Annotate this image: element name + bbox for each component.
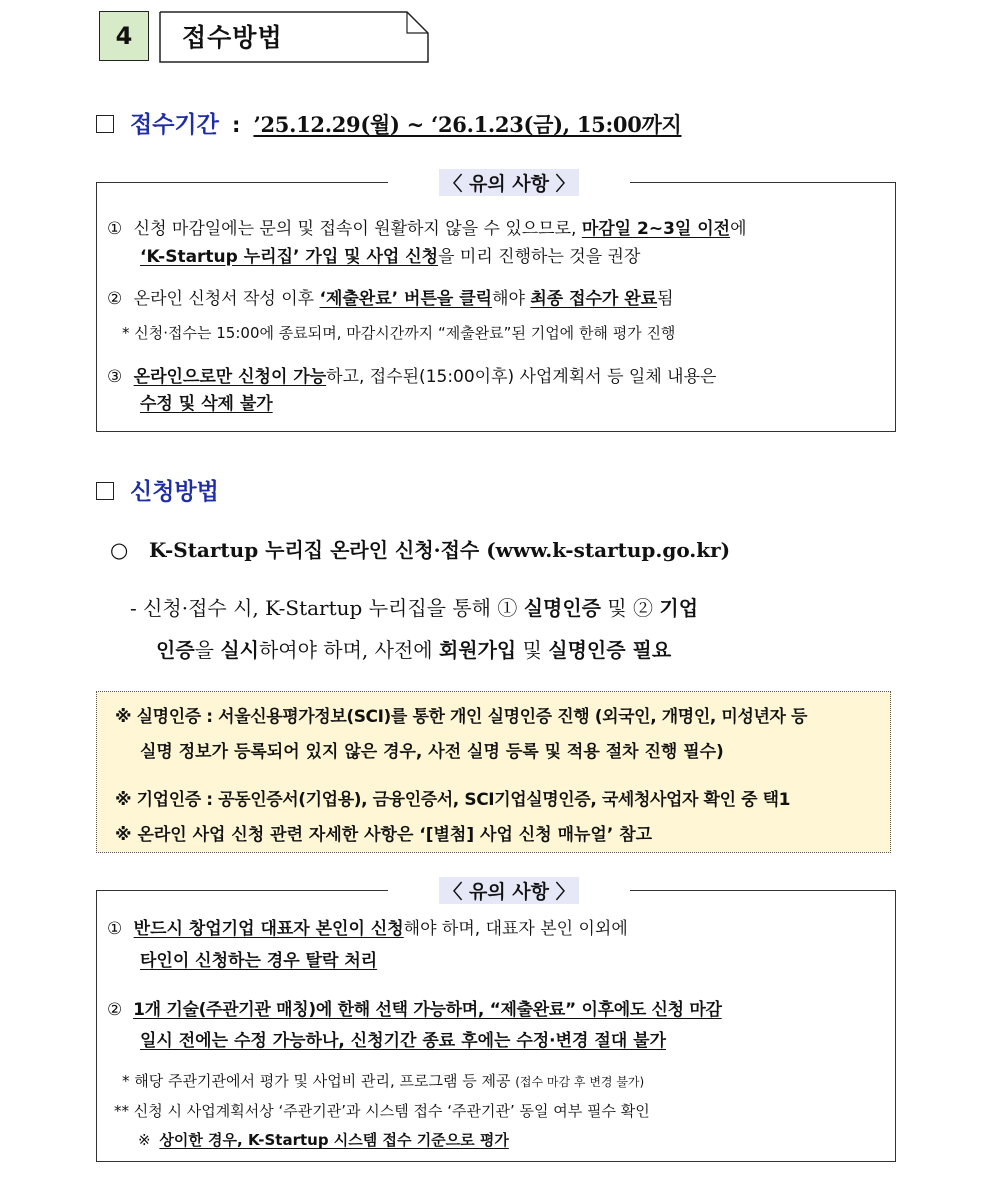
notice2-item2-line2: 일시 전에는 수정 가능하나, 신청기간 종료 후에는 수정·변경 절대 불가	[140, 1031, 666, 1051]
highlight-line4: ※ 온라인 사업 신청 관련 자세한 사항은 ‘[별첨] 사업 신청 매뉴얼’ 참고	[115, 825, 653, 845]
highlight-line3: ※ 기업인증 : 공동인증서(기업용), 금융인증서, SCI기업실명인증, 국세청사업자 확인 중 택1	[115, 790, 791, 810]
notice2-item1-line1: ① 반드시 창업기업 대표자 본인이 신청해야 하며, 대표자 본인 이외에	[107, 919, 628, 939]
notice1-item2-note: * 신청·접수는 15:00에 종료되며, 마감시간까지 “제출완료”된 기업에 한해 평가 진행	[122, 324, 676, 342]
period-value: ’25.12.29(월) ~ ‘26.1.23(금), 15:00까지	[253, 112, 682, 137]
notice-box-1-label: 〈 유의 사항 〉	[388, 168, 630, 196]
method-line1: ○ K-Startup 누리집 온라인 신청·접수 (www.k-startup.go.kr)	[110, 538, 731, 562]
period-colon: :	[231, 113, 241, 137]
notice1-item3-line1: ③ 온라인으로만 신청이 가능하고, 접수된(15:00이후) 사업계획서 등 일체 내용은	[107, 367, 717, 387]
section-number-badge	[99, 11, 149, 61]
checkbox-square-icon	[96, 115, 114, 133]
method-line2: - 신청·접수 시, K-Startup 누리집을 통해 ① 실명인증 및 ② 기업	[130, 596, 699, 620]
notice1-item1-line1: ① 신청 마감일에는 문의 및 접속이 원활하지 않을 수 있으므로, 마감일 2~3일 이전에	[107, 219, 747, 239]
bullet-circle-icon: ○	[110, 538, 129, 562]
checkbox-square-icon	[96, 482, 114, 500]
notice1-item1-line2: ‘K-Startup 누리집’ 가입 및 사업 신청을 미리 진행하는 것을 권장	[140, 247, 641, 267]
notice2-item1-line2: 타인이 신청하는 경우 탈락 처리	[140, 951, 378, 971]
highlight-line2: 실명 정보가 등록되어 있지 않은 경우, 사전 실명 등록 및 적용 절차 진행 필수)	[140, 742, 724, 762]
notice1-item3-line2: 수정 및 삭제 불가	[140, 394, 273, 414]
notice2-note2: ** 신청 시 사업계획서상 ‘주관기관’과 시스템 접수 ‘주관기관’ 동일 여부 필수 확인	[114, 1102, 650, 1120]
section-title: 접수방법	[182, 23, 283, 52]
notice1-item2: ② 온라인 신청서 작성 이후 ‘제출완료’ 버튼을 클릭해야 최종 접수가 완료됨	[107, 289, 674, 309]
period-label: 접수기간	[130, 112, 219, 138]
method-line3: 인증을 실시하여야 하며, 사전에 회원가입 및 실명인증 필요	[156, 638, 672, 662]
notice-box-2-label: 〈 유의 사항 〉	[388, 876, 630, 904]
notice2-item2-line1: ② 1개 기술(주관기관 매칭)에 한해 선택 가능하며, “제출완료” 이후에도 신청 마감	[107, 1000, 722, 1020]
period-heading	[96, 106, 682, 139]
section-number: 4	[115, 22, 133, 50]
highlight-line1: ※ 실명인증 : 서울신용평가정보(SCI)를 통한 개인 실명인증 진행 (외국인, 개명인, 미성년자 등	[115, 707, 808, 727]
method-heading	[96, 473, 219, 506]
notice2-note1: * 해당 주관기관에서 평가 및 사업비 관리, 프로그램 등 제공 (접수 마감 후 변경 불가)	[122, 1072, 645, 1090]
notice2-note3: ※ 상이한 경우, K-Startup 시스템 접수 기준으로 평가	[138, 1131, 509, 1149]
method-label: 신청방법	[130, 479, 219, 505]
